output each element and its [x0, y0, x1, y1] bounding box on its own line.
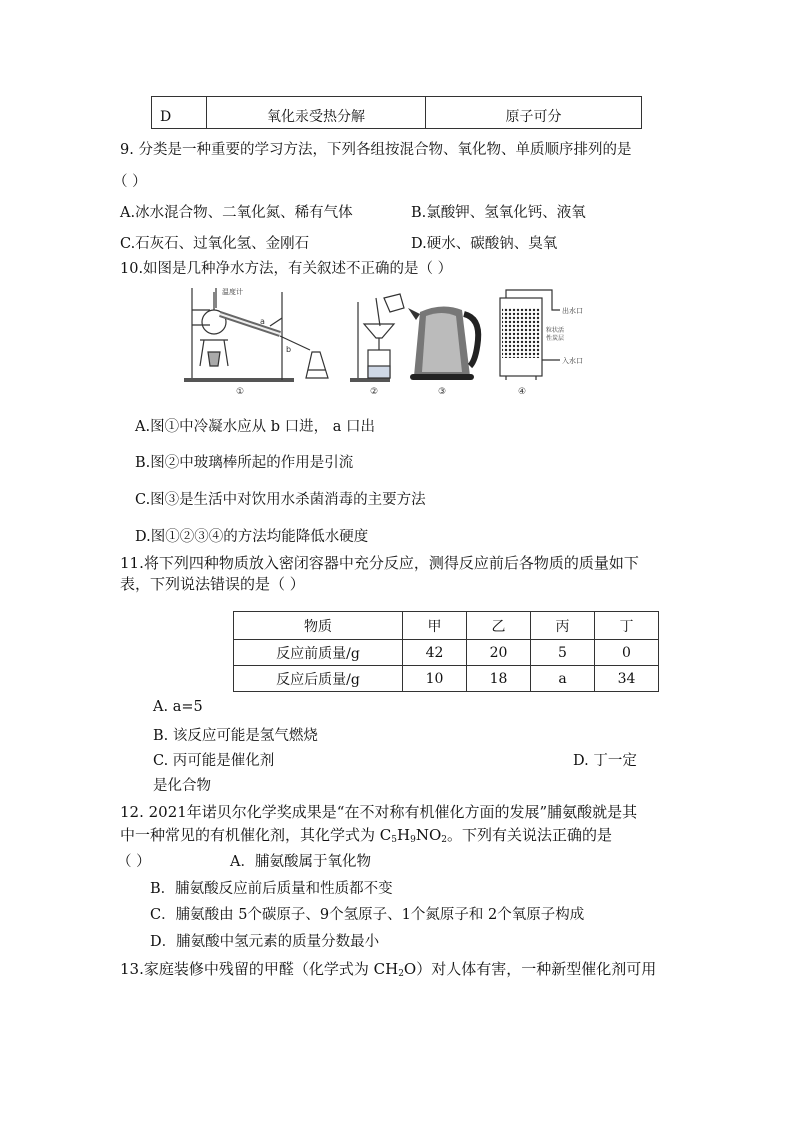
- top-table-col1: D: [152, 97, 207, 129]
- q9-option-a: A.冰水混合物、二氧化氮、稀有气体: [120, 205, 353, 221]
- thermometer-label: 温度计: [222, 288, 243, 296]
- q12-line2-pre: 中一种常见的有机催化剂，其化学式为 C: [120, 826, 392, 844]
- table-cell: 20: [467, 640, 531, 666]
- q12-option-d: D．脯氨酸中氢元素的质量分数最小: [150, 934, 380, 950]
- q9-option-c: C.石灰石、过氧化氢、金刚石: [120, 236, 310, 252]
- fig2-number: ②: [370, 387, 379, 397]
- q12-option-b: B．脯氨酸反应前后质量和性质都不变: [150, 881, 393, 897]
- outlet-label: 出水口: [562, 307, 583, 315]
- electric-kettle-image: [408, 306, 478, 380]
- q9-stem: 9. 分类是一种重要的学习方法，下列各组按混合物、氧化物、单质顺序排列的是: [120, 142, 632, 158]
- q12-paren: （ ）: [117, 854, 151, 870]
- formula-no: NO: [415, 826, 442, 844]
- carbon-label-2: 性炭层: [546, 335, 565, 342]
- q13-stem: [120, 958, 656, 979]
- table-cell: 42: [403, 640, 467, 666]
- formula-sub: 2: [398, 969, 404, 979]
- table-cell: 反应后质量/g: [234, 666, 403, 692]
- table-row: [234, 640, 659, 666]
- table-cell: a: [531, 666, 595, 692]
- q12-option-a: A．脯氨酸属于氧化物: [230, 854, 371, 870]
- table-cell: 0: [595, 640, 659, 666]
- header-cell: 乙: [467, 612, 531, 640]
- fig1-number: ①: [236, 387, 245, 397]
- q12-option-c: C．脯氨酸由 5个碳原子、9个氢原子、1个氮原子和 2个氧原子构成: [150, 907, 585, 923]
- table-cell: 5: [531, 640, 595, 666]
- carbon-label-1: 粒状活: [546, 327, 565, 334]
- header-cell: 甲: [403, 612, 467, 640]
- port-a-label: a: [260, 317, 265, 326]
- top-table: [151, 96, 642, 129]
- q10-option-d: D.图①②③④的方法均能降低水硬度: [135, 529, 369, 545]
- q11-option-d-part1: D. 丁一定: [573, 753, 637, 769]
- q10-option-a: A.图①中冷凝水应从 b 口进， a 口出: [135, 419, 375, 435]
- filtration-apparatus: [350, 294, 404, 382]
- inlet-label: 入水口: [562, 357, 583, 365]
- mass-table: [233, 611, 659, 692]
- q9-paren: （ ）: [113, 174, 147, 190]
- formula-sub-c: 5: [391, 835, 397, 845]
- q11-option-a: A. a=5: [153, 699, 203, 715]
- q11-stem-line2: 表，下列说法错误的是（ ）: [120, 575, 305, 593]
- port-b-label: b: [286, 345, 292, 354]
- q13-stem-pre: 13.家庭装修中残留的甲醛（化学式为 CH: [120, 960, 399, 978]
- formula-sub-o: 2: [441, 835, 447, 845]
- q13-stem-post: O）对人体有害，一种新型催化剂可用: [403, 960, 657, 978]
- q11-option-d-part2: 是化合物: [153, 778, 211, 794]
- table-cell: 反应前质量/g: [234, 640, 403, 666]
- fig4-number: ④: [518, 387, 527, 397]
- q11-option-b: B. 该反应可能是氢气燃烧: [153, 728, 318, 744]
- top-table-col3: 原子可分: [426, 97, 642, 129]
- q9-option-d: D.硬水、碳酸钠、臭氧: [411, 236, 558, 252]
- distillation-apparatus: [184, 288, 328, 382]
- carbon-granules: [502, 308, 540, 358]
- header-cell: 丙: [531, 612, 595, 640]
- fig3-number: ③: [438, 387, 447, 397]
- water-purification-figure: [180, 280, 600, 400]
- header-cell: 丁: [595, 612, 659, 640]
- table-cell: 18: [467, 666, 531, 692]
- q10-option-c: C.图③是生活中对饮用水杀菌消毒的主要方法: [135, 492, 426, 508]
- q11-option-c: C. 丙可能是催化剂: [153, 753, 275, 769]
- table-cell: 34: [595, 666, 659, 692]
- formula-sub-h: 9: [410, 835, 416, 845]
- mass-table-header: [234, 612, 659, 640]
- q12-line2-post: 。下列有关说法正确的是: [446, 826, 612, 844]
- top-table-col2: 氧化汞受热分解: [207, 97, 426, 129]
- q9-option-b: B.氯酸钾、氢氧化钙、液氧: [411, 205, 586, 221]
- table-cell: 10: [403, 666, 467, 692]
- table-row: [234, 666, 659, 692]
- header-cell: 物质: [234, 612, 403, 640]
- q11-stem-line1: 11.将下列四种物质放入密闭容器中充分反应，测得反应前后各物质的质量如下: [120, 554, 639, 572]
- q12-line2: [120, 824, 612, 845]
- formula-h: H: [396, 826, 411, 844]
- q10-option-b: B.图②中玻璃棒所起的作用是引流: [135, 455, 354, 471]
- q10-stem: 10.如图是几种净水方法，有关叙述不正确的是（ ）: [120, 261, 453, 277]
- q12-line1: 12. 2021年诺贝尔化学奖成果是“在不对称有机催化方面的发展”脯氨酸就是其: [120, 803, 638, 821]
